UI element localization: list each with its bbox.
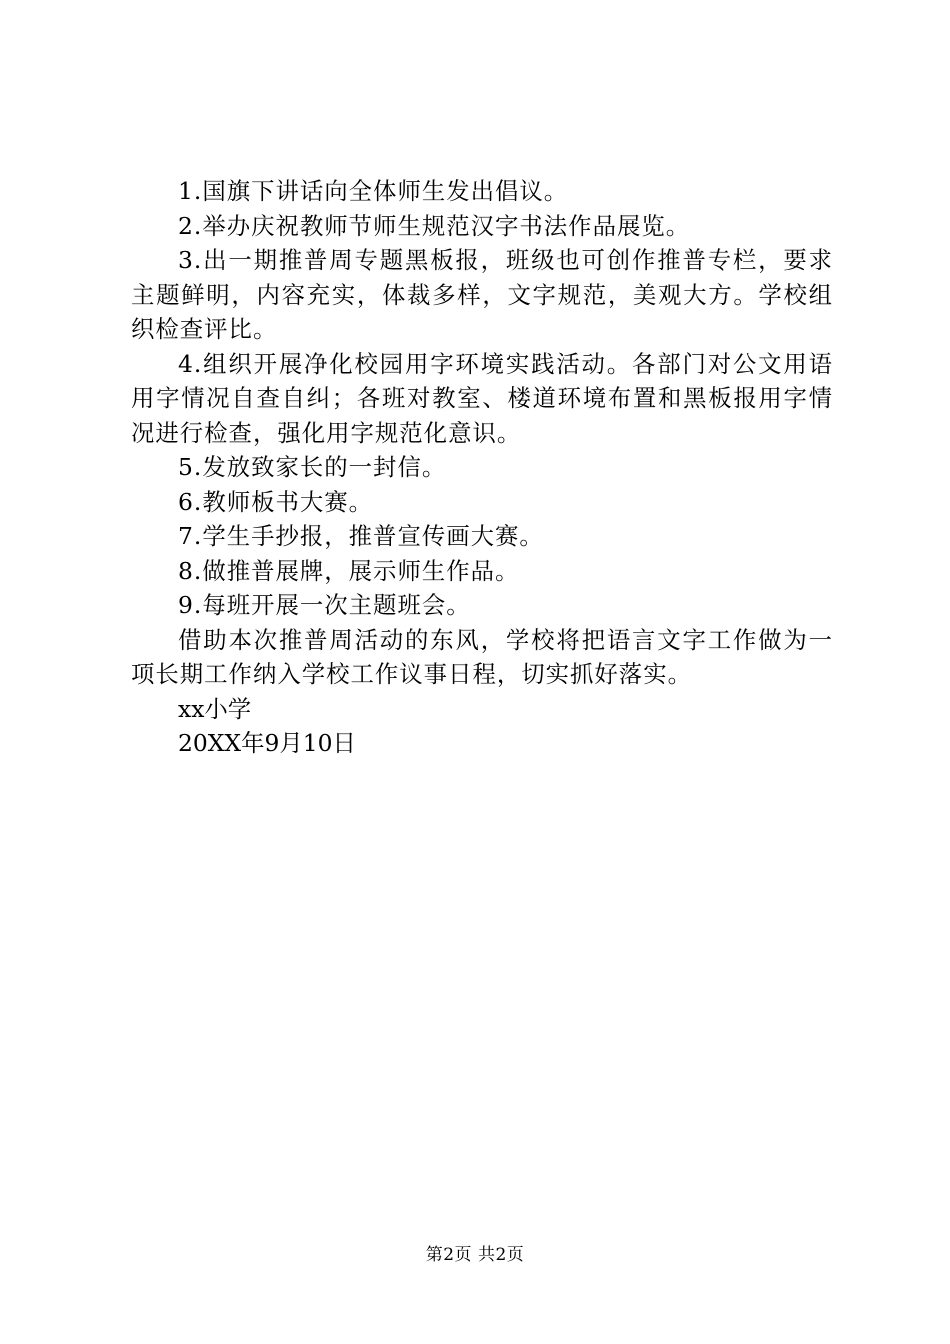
list-item: 1.国旗下讲话向全体师生发出倡议。 bbox=[178, 177, 569, 205]
document-body bbox=[131, 174, 833, 761]
closing-paragraph: 借助本次推普周活动的东风，学校将把语言文字工作做为一项长期工作纳入学校工作议事日程，切实抓好落实。 bbox=[131, 625, 833, 688]
signature-date: 20XX年9月10日 bbox=[178, 729, 356, 757]
page-footer: 第2页 共2页 bbox=[425, 1245, 525, 1265]
list-item: 8.做推普展牌，展示师生作品。 bbox=[178, 556, 520, 585]
list-item: 2.举办庆祝教师节师生规范汉字书法作品展览。 bbox=[178, 211, 691, 240]
list-item: 7.学生手抄报，推普宣传画大赛。 bbox=[178, 522, 544, 550]
list-item: 5.发放致家长的一封信。 bbox=[178, 453, 447, 481]
list-item: 6.教师板书大赛。 bbox=[178, 487, 374, 516]
list-item: 3.出一期推普周专题黑板报，班级也可创作推普专栏，要求主题鲜明，内容充实，体裁多样，文字规范，美观大方。学校组织检查评比。 bbox=[131, 246, 833, 343]
list-item: 4.组织开展净化校园用字环境实践活动。各部门对公文用语用字情况自查自纠；各班对教室、楼道环境布置和黑板报用字情况进行检查，强化用字规范化意识。 bbox=[131, 349, 833, 447]
list-item: 9.每班开展一次主题班会。 bbox=[178, 591, 471, 619]
signature-organization: xx小学 bbox=[178, 694, 252, 723]
